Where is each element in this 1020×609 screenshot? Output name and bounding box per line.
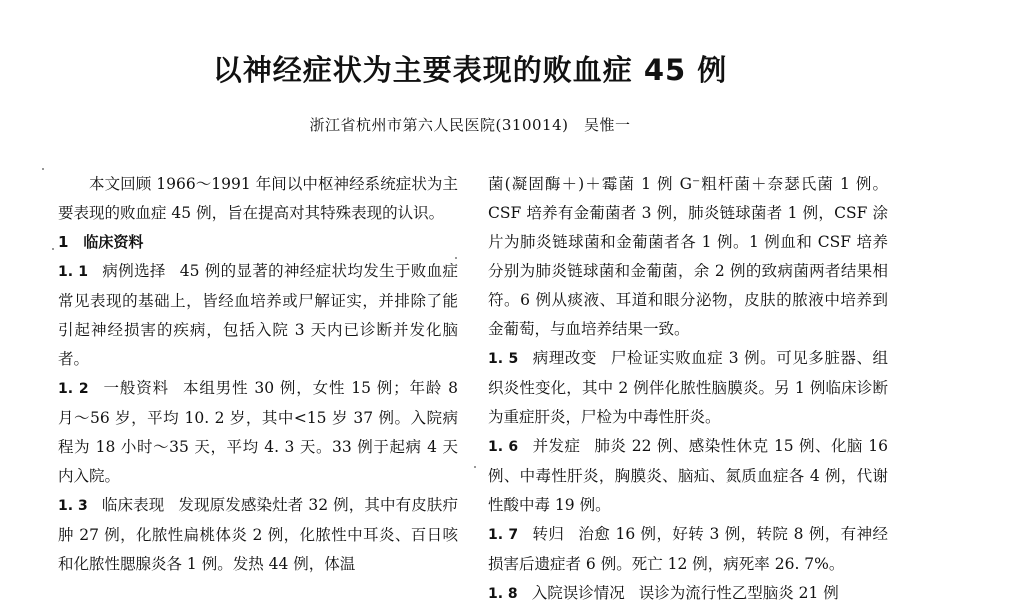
subsection-1-1 [58,257,458,374]
subsection-title: 病例选择 [102,262,166,280]
subsection-number: 1. 6 [488,439,519,455]
subsection-1-5 [488,344,888,432]
scan-speck [474,466,476,468]
section-1-heading: 1 临床资料 [58,233,144,251]
subsection-1-6 [488,432,888,520]
subsection-number: 1. 3 [58,498,88,514]
subsection-text: 尸检证实败血症 3 例。可见多脏器、组织炎性变化，其中 2 例伴化脓性脑膜炎。另 1 例临床诊断为重症肝炎，尸检为中毒性肝炎。 [488,349,888,426]
subsection-text: 发现原发感染灶者 32 例，其中有皮肤疖肿 27 例，化脓性扁桃体炎 2 例，化脓性中耳炎、百日咳和化脓性腮腺炎各 1 例。发热 44 例，体温 [58,496,458,573]
subsection-text: 45 例的显著的神经症状均发生于败血症常见表现的基础上，皆经血培养或尸解证实，并排除了能引起神经损害的疾病，包括入院 3 天内已诊断并发化脑者。 [58,262,458,368]
subsection-number: 1. 7 [488,527,519,543]
subsection-text: 肺炎 22 例、感染性休克 15 例、化脑 16 例、中毒性肝炎，胸膜炎、脑疝、氮质血症各 4 例，代谢性酸中毒 19 例。 [488,437,888,514]
subsection-number: 1. 2 [58,381,89,397]
subsection-text: 治愈 16 例，好转 3 例，转院 8 例，有神经损害后遗症者 6 例。死亡 12 例，病死率 26. 7%。 [488,525,888,573]
right-column [488,170,888,609]
subsection-1-7 [488,520,888,579]
subsection-1-2 [58,374,458,491]
subsection-1-8 [488,579,888,609]
scan-speck [42,168,44,170]
subsection-text: 误诊为流行性乙型脑炎 21 例 [638,584,839,602]
subsection-title: 临床表现 [101,496,165,514]
scan-speck [52,248,54,250]
subsection-text: 本组男性 30 例，女性 15 例；年龄 8 月～56 岁，平均 10. 2 岁，其中<15 岁 37 例。入院病程为 18 小时～35 天，平均 4. 3 天。33 例于起病 4 天内入院。 [58,379,458,485]
subsection-number: 1. 5 [488,351,519,367]
subsection-number: 1. 1 [58,264,89,280]
subsection-number: 1. 8 [488,586,518,602]
left-column [58,170,458,579]
subsection-title: 转归 [532,525,565,543]
continued-paragraph: 菌(凝固酶＋)＋霉菌 1 例 G⁻粗杆菌＋奈瑟氏菌 1 例。CSF 培养有金葡菌者 3 例，肺炎链球菌者 1 例，CSF 涂片为肺炎链球菌和金葡菌者各 1 例。1 例血和 CSF 培养分别为肺炎链球菌和金葡菌，余 2 例的致病菌两者结果相符。6 例从痰液、耳道和眼分泌物，皮肤的脓液中培养到金葡萄，与血培养结果一致。 [488,175,888,338]
subsection-title: 并发症 [532,437,581,455]
author-affiliation: 浙江省杭州市第六人民医院(310014) 吴惟一 [309,116,631,134]
subsection-title: 病理改变 [532,349,597,367]
section-heading [58,228,458,257]
subsection-title: 入院误诊情况 [531,584,625,602]
scan-speck [455,257,457,259]
subsection-title: 一般资料 [102,379,169,397]
subsection-1-3 [58,491,458,579]
article-title: 以神经症状为主要表现的败血症 45 例 [212,53,728,87]
abstract-paragraph: 本文回顾 1966～1991 年间以中枢神经系统症状为主要表现的败血症 45 例，旨在提高对其特殊表现的认识。 [58,175,458,222]
